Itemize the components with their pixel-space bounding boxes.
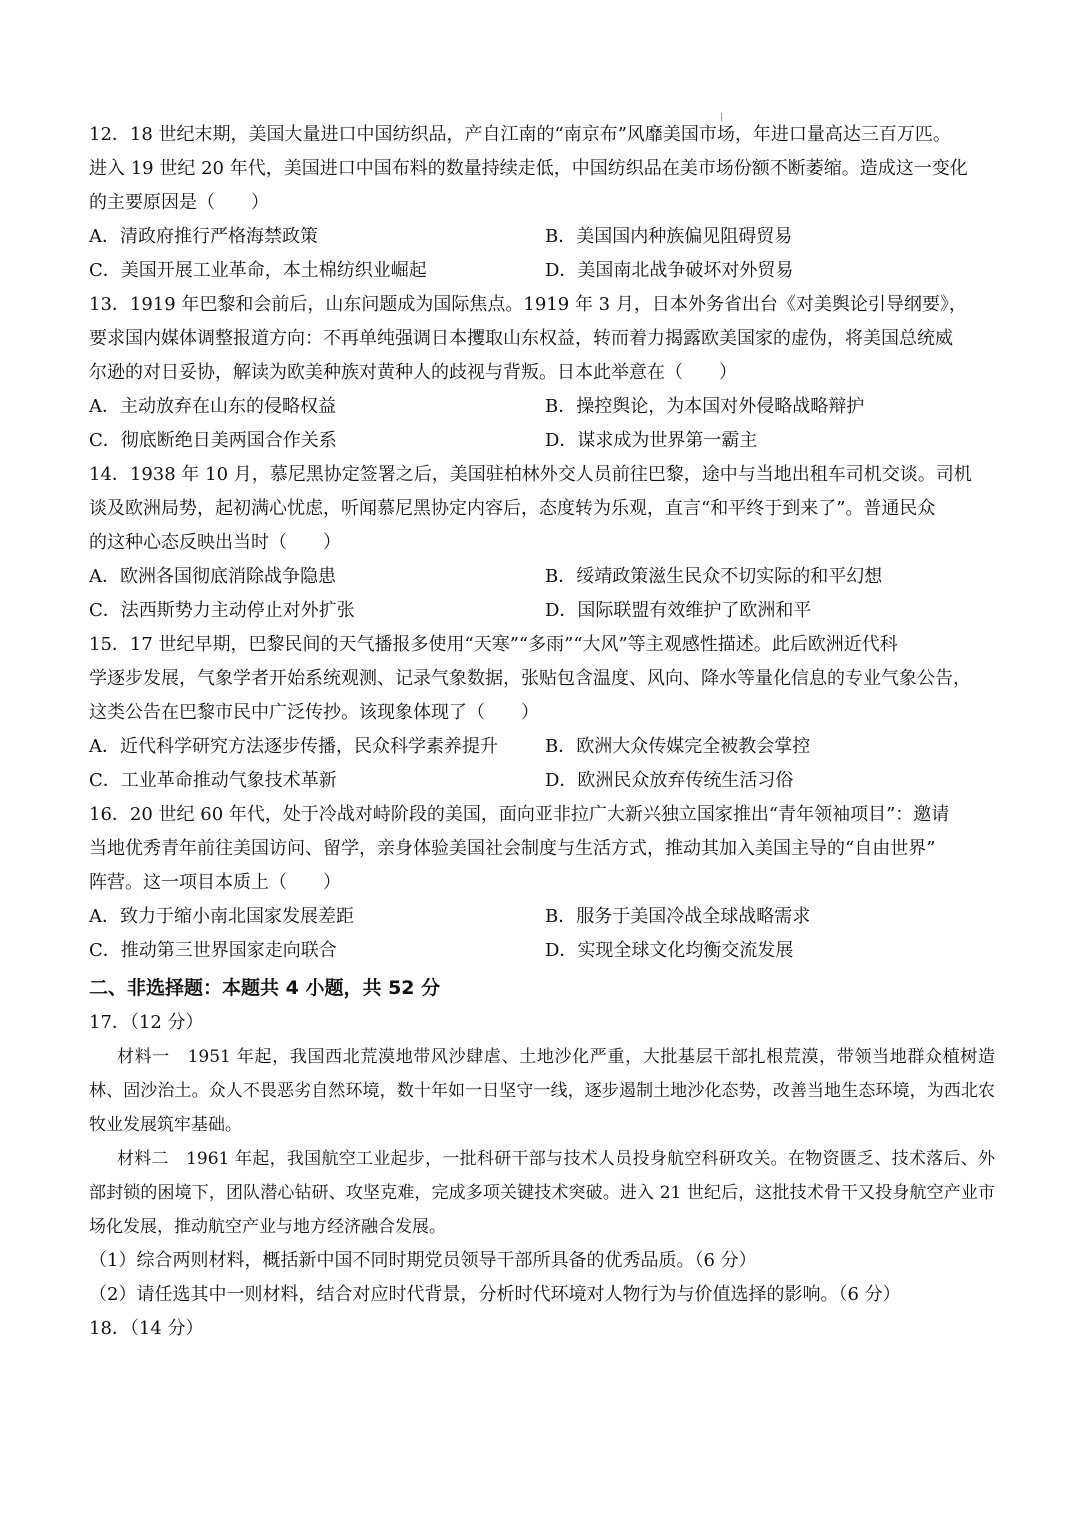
option-row — [89, 390, 995, 424]
option-row — [89, 594, 995, 628]
option-row — [89, 764, 995, 798]
option-row — [89, 254, 995, 288]
question-text-line: 的这种心态反映出当时（ ） — [89, 532, 341, 553]
option-c[interactable]: C．工业革命推动气象技术革新 — [89, 770, 337, 791]
question-text-line: 学逐步发展，气象学者开始系统观测、记录气象数据，张贴包含温度、风向、降水等量化信息的专业气象公告， — [89, 668, 971, 689]
option-row — [89, 934, 995, 968]
question-text-line: 的主要原因是（ ） — [89, 192, 269, 213]
question-18-header: 18．（14 分） — [89, 1318, 204, 1339]
question-15 — [89, 628, 995, 798]
question-text-line: 16．20 世纪 60 年代，处于冷战对峙阶段的美国，面向亚非拉广大新兴独立国家推出“青年领袖项目”：邀请 — [89, 804, 950, 825]
material-one: 材料一 1951 年起，我国西北荒漠地带风沙肆虐、土地沙化严重，大批基层干部扎根荒漠，带领当地群众植树造林、固沙治土。众人不畏恶劣自然环境，数十年如一日坚守一线，逐步遏制土地沙化态势，改善当地生态环境，为西北农牧业发展筑牢基础。 — [89, 1047, 995, 1135]
question-text-line: 12．18 世纪末期，美国大量进口中国纺织品，产自江南的“南京布”风靡美国市场，年进口量高达三百万匹。 — [89, 124, 951, 145]
option-b[interactable]: B．欧洲大众传媒完全被教会掌控 — [545, 736, 811, 757]
option-d[interactable]: D．美国南北战争破坏对外贸易 — [545, 260, 794, 281]
option-c[interactable]: C．彻底断绝日美两国合作关系 — [89, 430, 337, 451]
material-two: 材料二 1961 年起，我国航空工业起步，一批科研干部与技术人员投身航空科研攻关。在物资匮乏、技术落后、外部封锁的困境下，团队潜心钻研、攻坚克难，完成多项关键技术突破。进入 21 世纪后，这批技术骨干又投身航空产业市场化发展，推动航空产业与地方经济融合发展。 — [89, 1149, 995, 1237]
question-text-line: 这类公告在巴黎市民中广泛传抄。该现象体现了（ ） — [89, 702, 539, 723]
option-row — [89, 424, 995, 458]
option-a[interactable]: A．近代科学研究方法逐步传播，民众科学素养提升 — [89, 736, 498, 757]
question-12 — [89, 118, 995, 288]
question-text-line: 14．1938 年 10 月，慕尼黑协定签署之后，美国驻柏林外交人员前往巴黎，途中与当地出租车司机交谈。司机 — [89, 464, 972, 485]
option-c[interactable]: C．法西斯势力主动停止对外扩张 — [89, 600, 355, 621]
option-row — [89, 560, 995, 594]
option-b[interactable]: B．服务于美国冷战全球战略需求 — [545, 906, 811, 927]
question-14 — [89, 458, 995, 628]
option-b[interactable]: B．操控舆论，为本国对外侵略战略辩护 — [545, 396, 865, 417]
option-a[interactable]: A．致力于缩小南北国家发展差距 — [89, 906, 354, 927]
option-b[interactable]: B．绥靖政策滋生民众不切实际的和平幻想 — [545, 566, 883, 587]
question-text-line: 阵营。这一项目本质上（ ） — [89, 872, 341, 893]
question-16 — [89, 798, 995, 968]
option-a[interactable]: A．欧洲各国彻底消除战争隐患 — [89, 566, 336, 587]
option-b[interactable]: B．美国国内种族偏见阻碍贸易 — [545, 226, 793, 247]
option-c[interactable]: C．美国开展工业革命，本土棉纺织业崛起 — [89, 260, 427, 281]
option-a[interactable]: A．清政府推行严格海禁政策 — [89, 226, 318, 247]
question-17 — [89, 1006, 995, 1312]
question-text-line: 进入 19 世纪 20 年代，美国进口中国布料的数量持续走低，中国纺织品在美市场份额不断萎缩。造成这一变化 — [89, 158, 968, 179]
option-row — [89, 730, 995, 764]
option-d[interactable]: D．欧洲民众放弃传统生活习俗 — [545, 770, 794, 791]
option-c[interactable]: C．推动第三世界国家走向联合 — [89, 940, 337, 961]
sub-question-2: （2）请任选其中一则材料，结合对应时代背景，分析时代环境对人物行为与价值选择的影响。（6 分） — [89, 1284, 901, 1305]
option-d[interactable]: D．谋求成为世界第一霸主 — [545, 430, 758, 451]
option-a[interactable]: A．主动放弃在山东的侵略权益 — [89, 396, 336, 417]
option-row — [89, 220, 995, 254]
option-d[interactable]: D．国际联盟有效维护了欧洲和平 — [545, 600, 812, 621]
option-d[interactable]: D．实现全球文化均衡交流发展 — [545, 940, 794, 961]
question-text-line: 15．17 世纪早期，巴黎民间的天气播报多使用“天寒”“多雨”“大风”等主观感性描述。此后欧洲近代科 — [89, 634, 898, 655]
question-text-line: 尔逊的对日妥协，解读为欧美种族对黄种人的歧视与背叛。日本此举意在（ ） — [89, 362, 737, 383]
option-row — [89, 900, 995, 934]
section-heading: 二、非选择题：本题共 4 小题，共 52 分 — [89, 977, 441, 999]
question-13 — [89, 288, 995, 458]
question-text-line: 当地优秀青年前往美国访问、留学，亲身体验美国社会制度与生活方式，推动其加入美国主导的“自由世界” — [89, 838, 936, 859]
question-text-line: 要求国内媒体调整报道方向：不再单纯强调日本攫取山东权益，转而着力揭露欧美国家的虚伪，将美国总统威 — [89, 328, 953, 349]
question-header: 17．（12 分） — [89, 1012, 204, 1033]
question-text-line: 13．1919 年巴黎和会前后，山东问题成为国际焦点。1919 年 3 月，日本外务省出台《对美舆论引导纲要》， — [89, 294, 967, 315]
question-text-line: 谈及欧洲局势，起初满心忧虑，听闻慕尼黑协定内容后，态度转为乐观，直言“和平终于到来了”。普通民众 — [89, 498, 936, 519]
exam-page — [89, 118, 995, 1346]
sub-question-1: （1）综合两则材料，概括新中国不同时期党员领导干部所具备的优秀品质。（6 分） — [89, 1250, 757, 1271]
